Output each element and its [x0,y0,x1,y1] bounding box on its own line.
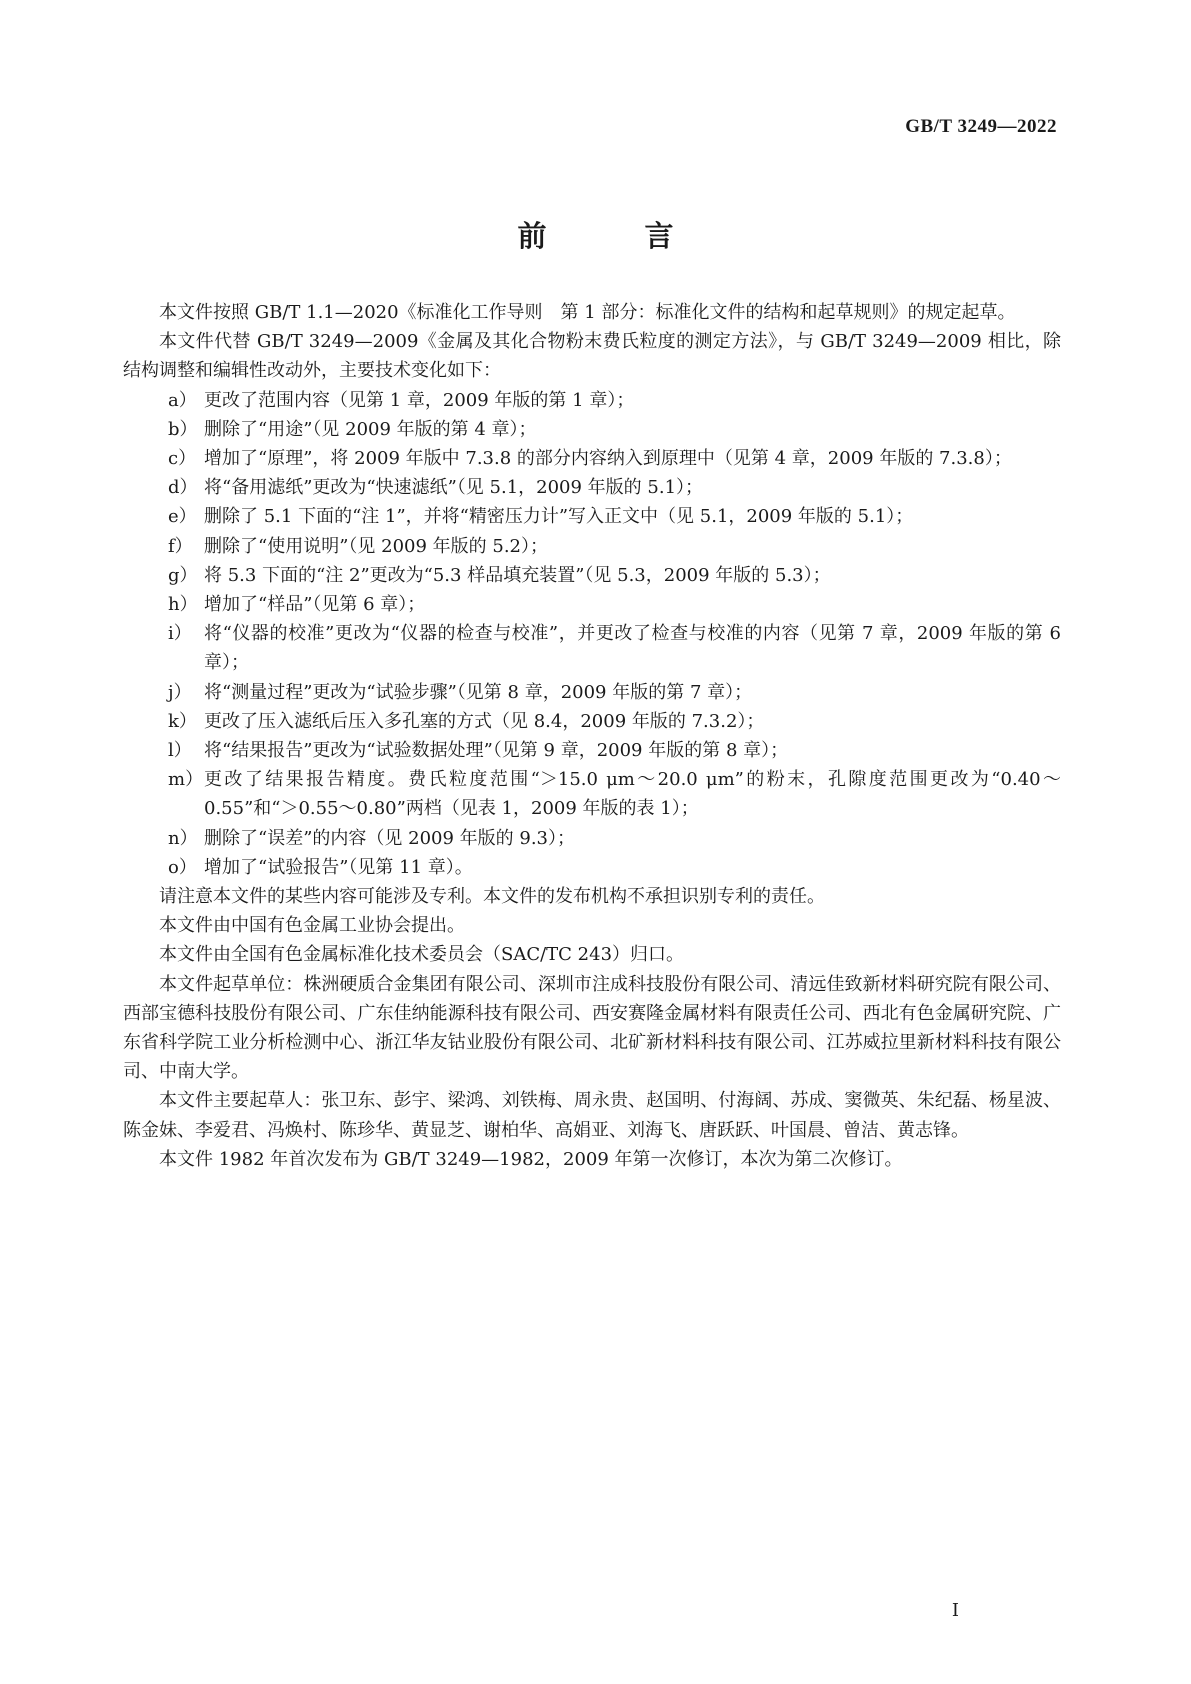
list-item [123,561,1061,590]
list-item-text: 增加了“样品”（见第 6 章）； [204,594,426,616]
list-item-text: 更改了范围内容（见第 1 章，2009 年版的第 1 章）； [204,389,635,411]
list-item-text: 更改了结果报告精度。费氏粒度范围“＞15.0 μm～20.0 μm”的粉末，孔隙度范围更改为“0.40～0.55”和“＞0.55～0.80”两档（见表 1，2009 年版的表 1）； [204,769,1061,820]
list-item [123,853,1061,882]
page-number: I [951,1600,959,1621]
list-item-text: 更改了压入滤纸后压入多孔塞的方式（见 8.4，2009 年版的 7.3.2）； [204,710,765,732]
list-item-mark: e） [168,506,197,528]
list-item-mark: o） [168,856,197,878]
list-item-mark: c） [168,448,197,470]
list-item-mark: i） [168,623,192,645]
standard-code: GB/T 3249—2022 [905,116,1057,137]
closing-paragraph: 本文件起草单位：株洲硬质合金集团有限公司、深圳市注成科技股份有限公司、清远佳致新材料研究院有限公司、西部宝德科技股份有限公司、广东佳纳能源科技有限公司、西安赛隆金属材料有限责任公司、西北有色金属研究院、广东省科学院工业分析检测中心、浙江华友钴业股份有限公司、北矿新材料科技有限公司、江苏威拉里新材料科技有限公司、中南大学。 [123,973,1061,1083]
list-item-text: 增加了“试验报告”（见第 11 章）。 [204,856,473,878]
closing-paragraph: 本文件由全国有色金属标准化技术委员会（SAC/TC 243）归口。 [159,944,685,966]
list-item-text: 将“仪器的校准”更改为“仪器的检查与校准”，并更改了检查与校准的内容（见第 7 章，2009 年版的第 6 章）； [204,623,1061,674]
list-item [123,415,1061,444]
list-item-mark: g） [168,564,198,586]
page-title: 前 言 [517,219,718,253]
list-item-text: 增加了“原理”，将 2009 年版中 7.3.8 的部分内容纳入到原理中（见第 4 章，2009 年版的 7.3.8）； [204,448,1012,470]
list-item [123,473,1061,502]
list-item-text: 删除了“误差”的内容（见 2009 年版的 9.3）； [204,827,576,849]
list-item-text: 将“测量过程”更改为“试验步骤”（见第 8 章，2009 年版的第 7 章）； [204,681,753,703]
foreword-body [123,298,1061,1174]
list-item-mark: m） [168,769,204,791]
closing-paragraph: 本文件 1982 年首次发布为 GB/T 3249—1982，2009 年第一次修订，本次为第二次修订。 [159,1148,903,1170]
list-item-mark: h） [168,594,198,616]
list-item-text: 删除了“使用说明”（见 2009 年版的 5.2）； [204,535,549,557]
list-item-text: 将“备用滤纸”更改为“快速滤纸”（见 5.1，2009 年版的 5.1）； [204,477,704,499]
list-item-mark: j） [168,681,192,703]
list-item-mark: d） [168,477,198,499]
list-item-text: 删除了“用途”（见 2009 年版的第 4 章）； [204,418,537,440]
list-item [123,678,1061,707]
list-item [123,502,1061,531]
list-item [123,824,1061,853]
list-item [123,532,1061,561]
list-item-text: 删除了 5.1 下面的“注 1”，并将“精密压力计”写入正文中（见 5.1，2009 年版的 5.1）； [204,506,914,528]
list-item-mark: f） [168,535,193,557]
list-item-text: 将“结果报告”更改为“试验数据处理”（见第 9 章，2009 年版的第 8 章）； [204,740,789,762]
intro-paragraph: 本文件按照 GB/T 1.1—2020《标准化工作导则 第 1 部分：标准化文件的结构和起草规则》的规定起草。 [159,302,1016,323]
closing-paragraph: 本文件主要起草人：张卫东、彭宇、梁鸿、刘铁梅、周永贵、赵国明、付海阔、苏成、窦微英、朱纪磊、杨星波、陈金妹、李爱君、冯焕村、陈珍华、黄显芝、谢柏华、高娟亚、刘海飞、唐跃跃、叶国晨、曾洁、黄志锋。 [123,1090,1061,1141]
list-item [123,736,1061,765]
list-item [123,444,1061,473]
list-item [123,590,1061,619]
list-item-mark: l） [168,740,192,762]
changes-list [123,386,1061,882]
list-item-mark: k） [168,710,197,732]
closing-paragraph: 本文件由中国有色金属工业协会提出。 [159,915,465,937]
list-item [123,386,1061,415]
list-item-mark: a） [168,389,197,411]
list-item-mark: n） [168,827,198,849]
list-item [123,619,1061,677]
intro-paragraph: 本文件代替 GB/T 3249—2009《金属及其化合物粉末费氏粒度的测定方法》，与 GB/T 3249—2009 相比，除结构调整和编辑性改动外，主要技术变化如下： [123,331,1061,382]
list-item [123,765,1061,823]
closing-paragraph: 请注意本文件的某些内容可能涉及专利。本文件的发布机构不承担识别专利的责任。 [159,886,825,908]
list-item [123,707,1061,736]
list-item-text: 将 5.3 下面的“注 2”更改为“5.3 样品填充装置”（见 5.3，2009 年版的 5.3）； [204,564,831,586]
list-item-mark: b） [168,418,198,440]
